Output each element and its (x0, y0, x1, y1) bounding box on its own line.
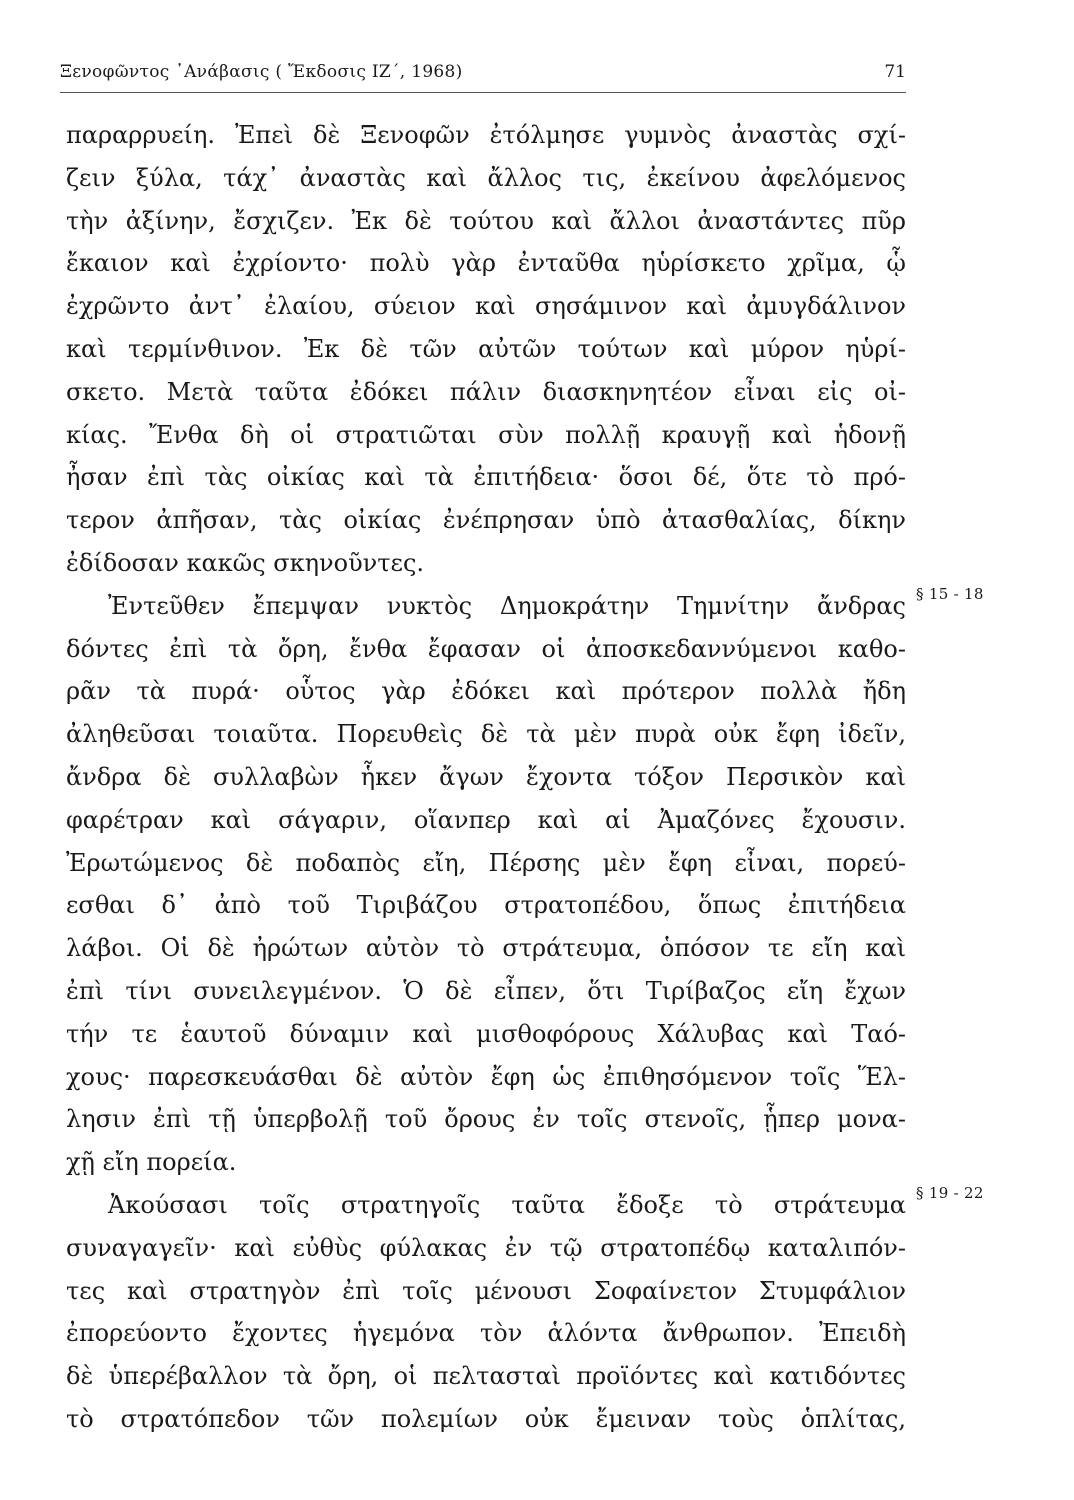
text-line: ἀληθεῦσαι τοιαῦτα. Πορευθεὶς δὲ τὰ μὲν πυρὰ οὐκ ἔφη ἰδεῖν, (66, 720, 906, 749)
text-line: ἦσαν ἐπὶ τὰς οἰκίας καὶ τὰ ἐπιτήδεια· ὅσοι δέ, ὅτε τὸ πρό- (66, 463, 906, 492)
paragraph-start (66, 584, 984, 628)
text-line: τήν τε ἑαυτοῦ δύναμιν καὶ μισθοφόρους Χάλυβας καὶ Ταό- (66, 1019, 906, 1048)
text-line: παραρρυείη. Ἐπεὶ δὲ Ξενοφῶν ἐτόλμησε γυμνὸς ἀναστὰς σχί- (66, 121, 906, 149)
text-line: ἐδίδοσαν κακῶς σκηνοῦντες. (66, 548, 425, 577)
text-line: ἐπὶ τίνι συνειλεγμένον. Ὁ δὲ εἶπεν, ὅτι Τιρίβαζος εἴη ἔχων (66, 976, 906, 1005)
text-line: τὸ στρατόπεδον τῶν πολεμίων οὐκ ἔμειναν τοὺς ὁπλίτας, (66, 1404, 906, 1433)
text-line: ἔκαιον καὶ ἐχρίοντο· πολὺ γὰρ ἐνταῦθα ηὑρίσκετο χρῖμα, ᾧ (66, 249, 906, 278)
header-rule (60, 92, 906, 93)
page-header (60, 62, 906, 88)
text-line: χῇ εἴη πορεία. (66, 1148, 237, 1177)
paragraph-start (66, 1183, 984, 1227)
text-line: κίας. Ἔνθα δὴ οἱ στρατιῶται σὺν πολλῇ κραυγῇ καὶ ἡδονῇ (66, 420, 906, 449)
text-line: εσθαι δ᾿ ἀπὸ τοῦ Τιριβάζου στρατοπέδου, ὅπως ἐπιτήδεια (66, 891, 906, 920)
text-line: χους· παρεσκευάσθαι δὲ αὐτὸν ἔφη ὡς ἐπιθησόμενον τοῖς Ἕλ- (66, 1062, 906, 1091)
text-line: συναγαγεῖν· καὶ εὐθὺς φύλακας ἐν τῷ στρατοπέδῳ καταλιπόν- (66, 1233, 906, 1262)
text-line: ἄνδρα δὲ συλλαβὼν ἧκεν ἄγων ἔχοντα τόξον Περσικὸν καὶ (66, 762, 906, 791)
text-line: καὶ τερμίνθινον. Ἐκ δὲ τῶν αὐτῶν τούτων καὶ μύρον ηὑρί- (66, 334, 906, 363)
text-line: ἐχρῶντο ἀντ᾿ ἐλαίου, σύειον καὶ σησάμινον καὶ ἀμυγδάλινον (66, 292, 906, 321)
text-line: λησιν ἐπὶ τῇ ὑπερβολῇ τοῦ ὄρους ἐν τοῖς στενοῖς, ᾗπερ μονα- (66, 1105, 906, 1134)
text-line: τες καὶ στρατηγὸν ἐπὶ τοῖς μένουσι Σοφαίνετον Στυμφάλιον (66, 1276, 906, 1305)
text-line: σκετο. Μετὰ ταῦτα ἐδόκει πάλιν διασκηνητέον εἶναι εἰς οἰ- (66, 377, 906, 406)
body-text (66, 114, 984, 1441)
text-line: Ἐντεῦθεν ἔπεμψαν νυκτὸς Δημοκράτην Τημνίτην ἄνδρας (108, 591, 906, 620)
text-line: τὴν ἀξίνην, ἔσχιζεν. Ἐκ δὲ τούτου καὶ ἄλλοι ἀναστάντες πῦρ (66, 206, 906, 235)
section-reference: § 19 - 22 (916, 1183, 984, 1202)
text-line: ζειν ξύλα, τάχ᾿ ἀναστὰς καὶ ἄλλος τις, ἐκείνου ἀφελόμενος (66, 163, 906, 192)
text-line: λάβοι. Οἱ δὲ ἠρώτων αὐτὸν τὸ στράτευμα, ὁπόσον τε εἴη καὶ (66, 934, 906, 963)
text-line: φαρέτραν καὶ σάγαριν, οἵανπερ καὶ αἱ Ἀμαζόνες ἔχουσιν. (66, 805, 906, 834)
text-line: Ἐρωτώμενος δὲ ποδαπὸς εἴη, Πέρσης μὲν ἔφη εἶναι, πορεύ- (66, 848, 906, 877)
running-title: Ξενοφῶντος ᾿Ανάβασις ( Ἔκδοσις ΙΖ΄, 1968) (60, 62, 463, 82)
text-line: τερον ἀπῆσαν, τὰς οἰκίας ἐνέπρησαν ὑπὸ ἀτασθαλίας, δίκην (66, 506, 906, 535)
text-line: δὲ ὑπερέβαλλον τὰ ὄρη, οἱ πελτασταὶ προϊόντες καὶ κατιδόντες (66, 1362, 906, 1391)
section-reference: § 15 - 18 (916, 584, 984, 603)
text-line: ρᾶν τὰ πυρά· οὗτος γὰρ ἐδόκει καὶ πρότερον πολλὰ ἤδη (66, 677, 906, 706)
page-number: 71 (884, 62, 906, 82)
text-line: ἐπορεύοντο ἔχοντες ἡγεμόνα τὸν ἁλόντα ἄνθρωπον. Ἐπειδὴ (66, 1319, 906, 1348)
text-line: Ἀκούσασι τοῖς στρατηγοῖς ταῦτα ἔδοξε τὸ στράτευμα (108, 1190, 906, 1219)
text-line: δόντες ἐπὶ τὰ ὄρη, ἔνθα ἔφασαν οἱ ἀποσκεδαννύμενοι καθο- (66, 634, 906, 663)
